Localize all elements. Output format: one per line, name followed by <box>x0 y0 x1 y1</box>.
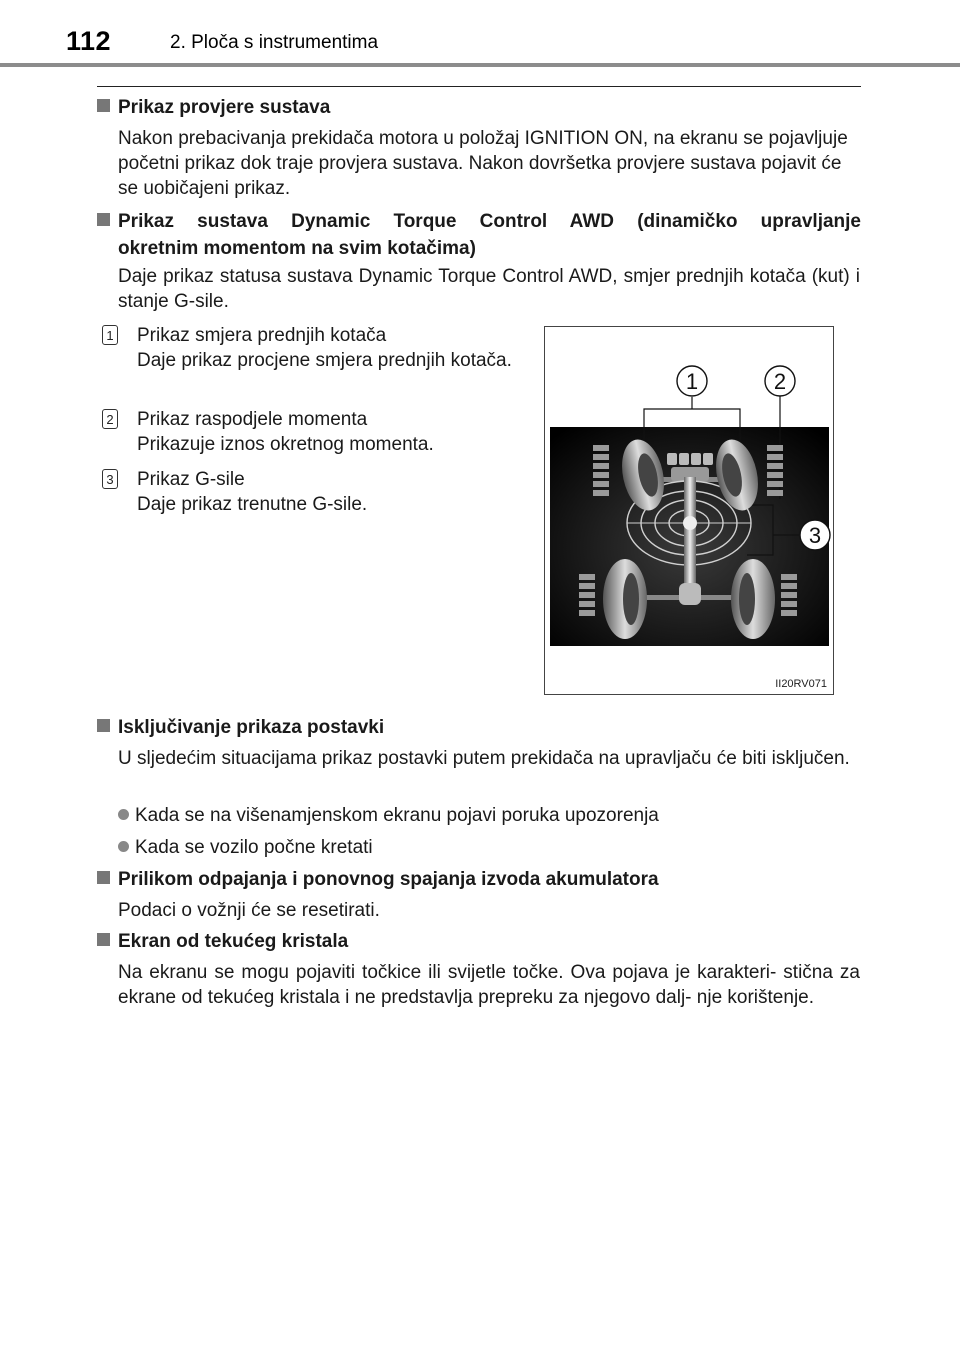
section-heading-settings-off: Isključivanje prikaza postavki <box>97 714 384 741</box>
section-body-system-check: Nakon prebacivanja prekidača motora u položaj IGNITION ON, na ekranu se pojavljuje početni prikaz dok traje provjera sustava. Nakon dovršetka provjere sustava pojavit će se uobičajeni prikaz. <box>118 128 848 199</box>
callout-2 <box>765 366 795 396</box>
svg-text:3: 3 <box>808 523 822 548</box>
round-bullet-icon <box>118 841 129 852</box>
section-heading-system-check: Prikaz provjere sustava <box>97 94 330 121</box>
number-1-icon: 1 <box>102 325 118 345</box>
number-3-icon: 3 <box>102 469 118 489</box>
round-bullet-icon <box>118 809 129 820</box>
section-heading-dtc-awd: Prikaz sustava Dynamic Torque Control AWD (dinamičko upravljanje okretnim momentom na svim kotačima) <box>97 208 861 262</box>
square-bullet-icon <box>97 933 110 946</box>
page-number: 112 <box>66 26 112 56</box>
section-body-settings-off: U sljedećim situacijama prikaz postavki putem prekidača na upravljaču će biti isključen. <box>118 748 850 769</box>
section-heading-battery: Prilikom odpajanja i ponovnog spajanja izvoda akumulatora <box>97 866 659 893</box>
square-bullet-icon <box>97 99 110 112</box>
section-divider <box>97 86 861 87</box>
bullet-warning-message: Kada se na višenamjenskom ekranu pojavi poruka upozorenja <box>118 803 659 828</box>
figure-code: II20RV071 <box>775 678 827 690</box>
awd-display-illustration <box>545 327 833 694</box>
square-bullet-icon <box>97 213 110 226</box>
chapter-title: 2. Ploča s instrumentima <box>170 32 379 53</box>
bullet-vehicle-moving: Kada se vozilo počne kretati <box>118 835 373 860</box>
section-body-lcd: Na ekranu se mogu pojaviti točkice ili svijetle točke. Ova pojava je karakteri- stična za ekrane od tekućeg kristala i ne predstavlja prepreku za njegovo dalj- nje korištenje. <box>118 962 860 1008</box>
rear-left-wheel <box>603 559 647 639</box>
number-2-icon: 2 <box>102 409 118 429</box>
callout-3 <box>800 520 830 550</box>
page-header <box>0 0 960 70</box>
section-heading-lcd: Ekran od tekućeg kristala <box>97 928 348 955</box>
svg-text:2: 2 <box>773 369 787 394</box>
drive-shaft <box>684 477 696 587</box>
section-body-dtc-awd: Daje prikaz statusa sustava Dynamic Torque Control AWD, smjer prednjih kotača (kut) i stanje G-sile. <box>118 266 860 312</box>
rear-differential <box>679 583 701 605</box>
section-body-battery: Podaci o vožnji će se resetirati. <box>118 900 380 921</box>
square-bullet-icon <box>97 871 110 884</box>
g-force-marker <box>683 516 697 530</box>
rear-right-wheel <box>731 559 775 639</box>
svg-text:1: 1 <box>685 369 699 394</box>
callout-1 <box>677 366 707 396</box>
square-bullet-icon <box>97 719 110 732</box>
awd-display-figure <box>544 326 834 695</box>
header-rule <box>0 63 960 67</box>
